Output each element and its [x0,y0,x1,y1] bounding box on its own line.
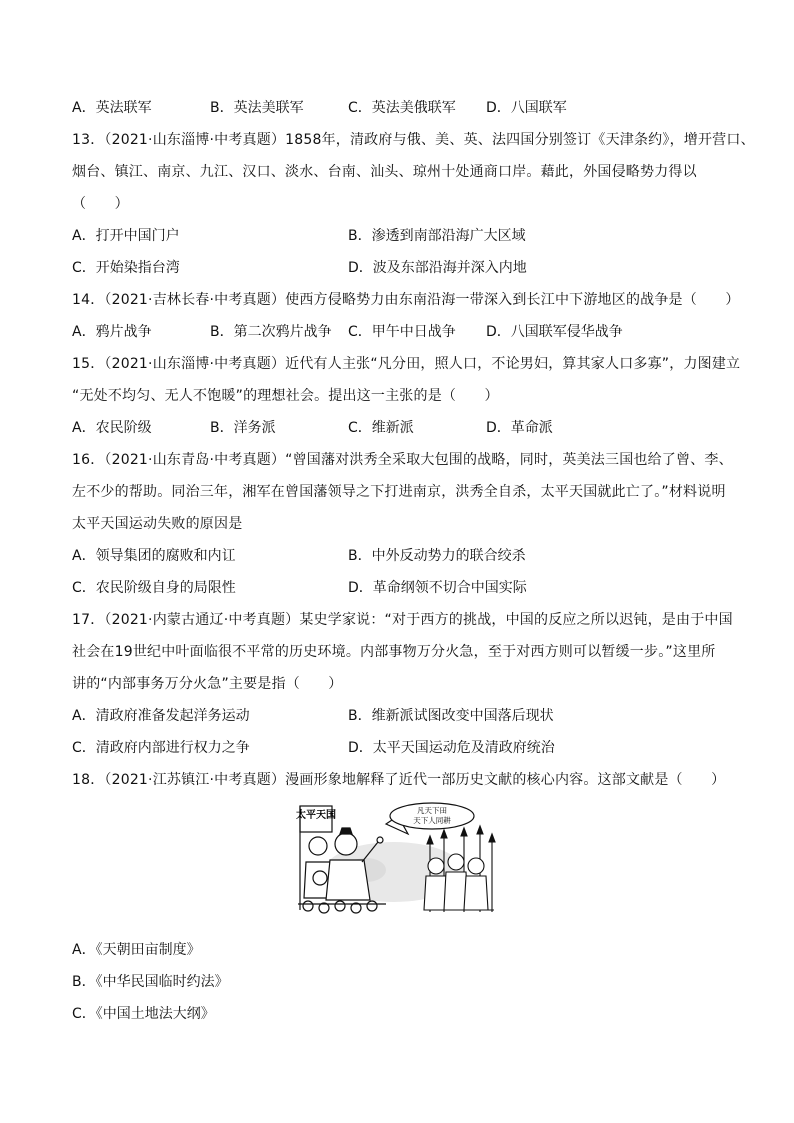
q13-option-b[interactable]: B．渗透到南部沿海广大区域 [348,228,526,244]
q17-stem-line3: 讲的“内部事务万分火急”主要是指（ ） [72,676,343,692]
q17-options-row2 [72,738,722,758]
q13-stem-line1: 13．（2021·山东淄博·中考真题）1858年，清政府与俄、美、英、法四国分别签订《天津条约》，增开营口、 [72,132,755,148]
q13-stem-line2: 烟台、镇江、南京、九江、汉口、淡水、台南、汕头、琼州十处通商口岸。藉此，外国侵略势力得以 [72,164,697,180]
q12-option-d[interactable]: D．八国联军 [486,100,567,116]
question-list [72,98,755,1036]
q12-option-a[interactable]: A．英法联军 [72,100,152,116]
q17-option-c[interactable]: C．清政府内部进行权力之争 [72,740,250,756]
q15-stem-line2: “无处不均匀、无人不饱暖”的理想社会。提出这一主张的是（ ） [72,388,499,404]
q16-option-c[interactable]: C．农民阶级自身的局限性 [72,580,236,596]
q14-option-a[interactable]: A．鸦片战争 [72,324,152,340]
q16-option-b[interactable]: B．中外反动势力的联合绞杀 [348,548,526,564]
q18-option-b[interactable]: B．《中华民国临时约法》 [72,974,229,990]
q17-options-row1 [72,706,722,726]
q18-stem-line1: 18．（2021·江苏镇江·中考真题）漫画形象地解释了近代一部历史文献的核心内容。这部文献是（ ） [72,772,726,788]
q13-stem-line3: （ ） [72,196,129,212]
q18-option-c[interactable]: C．《中国土地法大纲》 [72,1006,215,1022]
q15-stem-line1: 15．（2021·山东淄博·中考真题）近代有人主张“凡分田，照人口，不论男妇，算其家人口多寡”，力图建立 [72,356,741,372]
q13-option-c[interactable]: C．开始染指台湾 [72,260,180,276]
q17-option-d[interactable]: D．太平天国运动危及清政府统治 [348,740,555,756]
q13-option-d[interactable]: D．波及东部沿海并深入内地 [348,260,527,276]
q17-stem-line2: 社会在19世纪中叶面临很不平常的历史环境。内部事物万分火急，至于对西方则可以暂缓一步。”这里所 [72,644,716,660]
q13-options-row1 [72,226,722,246]
q15-option-d[interactable]: D．革命派 [486,420,553,436]
q16-option-a[interactable]: A．领导集团的腐败和内讧 [72,548,236,564]
q16-options-row2 [72,578,722,598]
q12-option-c[interactable]: C．英法美俄联军 [348,100,456,116]
q14-stem-line1: 14．（2021·吉林长春·中考真题）使西方侵略势力由东南沿海一带深入到长江中下游地区的战争是（ ） [72,292,740,308]
cartoon-bubble-line1: 凡天下田 [417,806,447,815]
cartoon-illustration [294,802,500,914]
q16-options-row1 [72,546,722,566]
q15-options [72,418,722,438]
q13-option-a[interactable]: A．打开中国门户 [72,228,180,244]
q16-stem-line1: 16．（2021·山东青岛·中考真题）“曾国藩对洪秀全采取大包围的战略，同时，英美法三国也给了曾、李、 [72,452,733,468]
q16-stem-line2: 左不少的帮助。同治三年，湘军在曾国藩领导之下打进南京，洪秀全自杀，太平天国就此亡了。”材料说明 [72,484,726,500]
q15-option-a[interactable]: A．农民阶级 [72,420,152,436]
q16-stem-line3: 太平天国运动失败的原因是 [72,516,243,532]
q18-option-a[interactable]: A．《天朝田亩制度》 [72,942,201,958]
q14-option-c[interactable]: C．甲午中日战争 [348,324,456,340]
q14-option-b[interactable]: B．第二次鸦片战争 [210,324,332,340]
q15-option-c[interactable]: C．维新派 [348,420,414,436]
q12-option-b[interactable]: B．英法美联军 [210,100,304,116]
cartoon-flag-text: 太平天国 [296,810,336,821]
q14-options [72,322,722,342]
q14-option-d[interactable]: D．八国联军侵华战争 [486,324,623,340]
q15-option-b[interactable]: B．洋务派 [210,420,276,436]
q17-option-b[interactable]: B．维新派试图改变中国落后现状 [348,708,554,724]
q16-option-d[interactable]: D．革命纲领不切合中国实际 [348,580,527,596]
q17-option-a[interactable]: A．清政府准备发起洋务运动 [72,708,250,724]
q12-options [72,98,722,118]
cartoon-bubble-line2: 天下人同耕 [413,816,451,825]
cartoon-soldiers [424,826,495,912]
q13-options-row2 [72,258,722,278]
q18-cartoon-area [72,802,722,928]
q17-stem-line1: 17．（2021·内蒙古通辽·中考真题）某史学家说：“对于西方的挑战，中国的反应之所以迟钝，是由于中国 [72,612,733,628]
